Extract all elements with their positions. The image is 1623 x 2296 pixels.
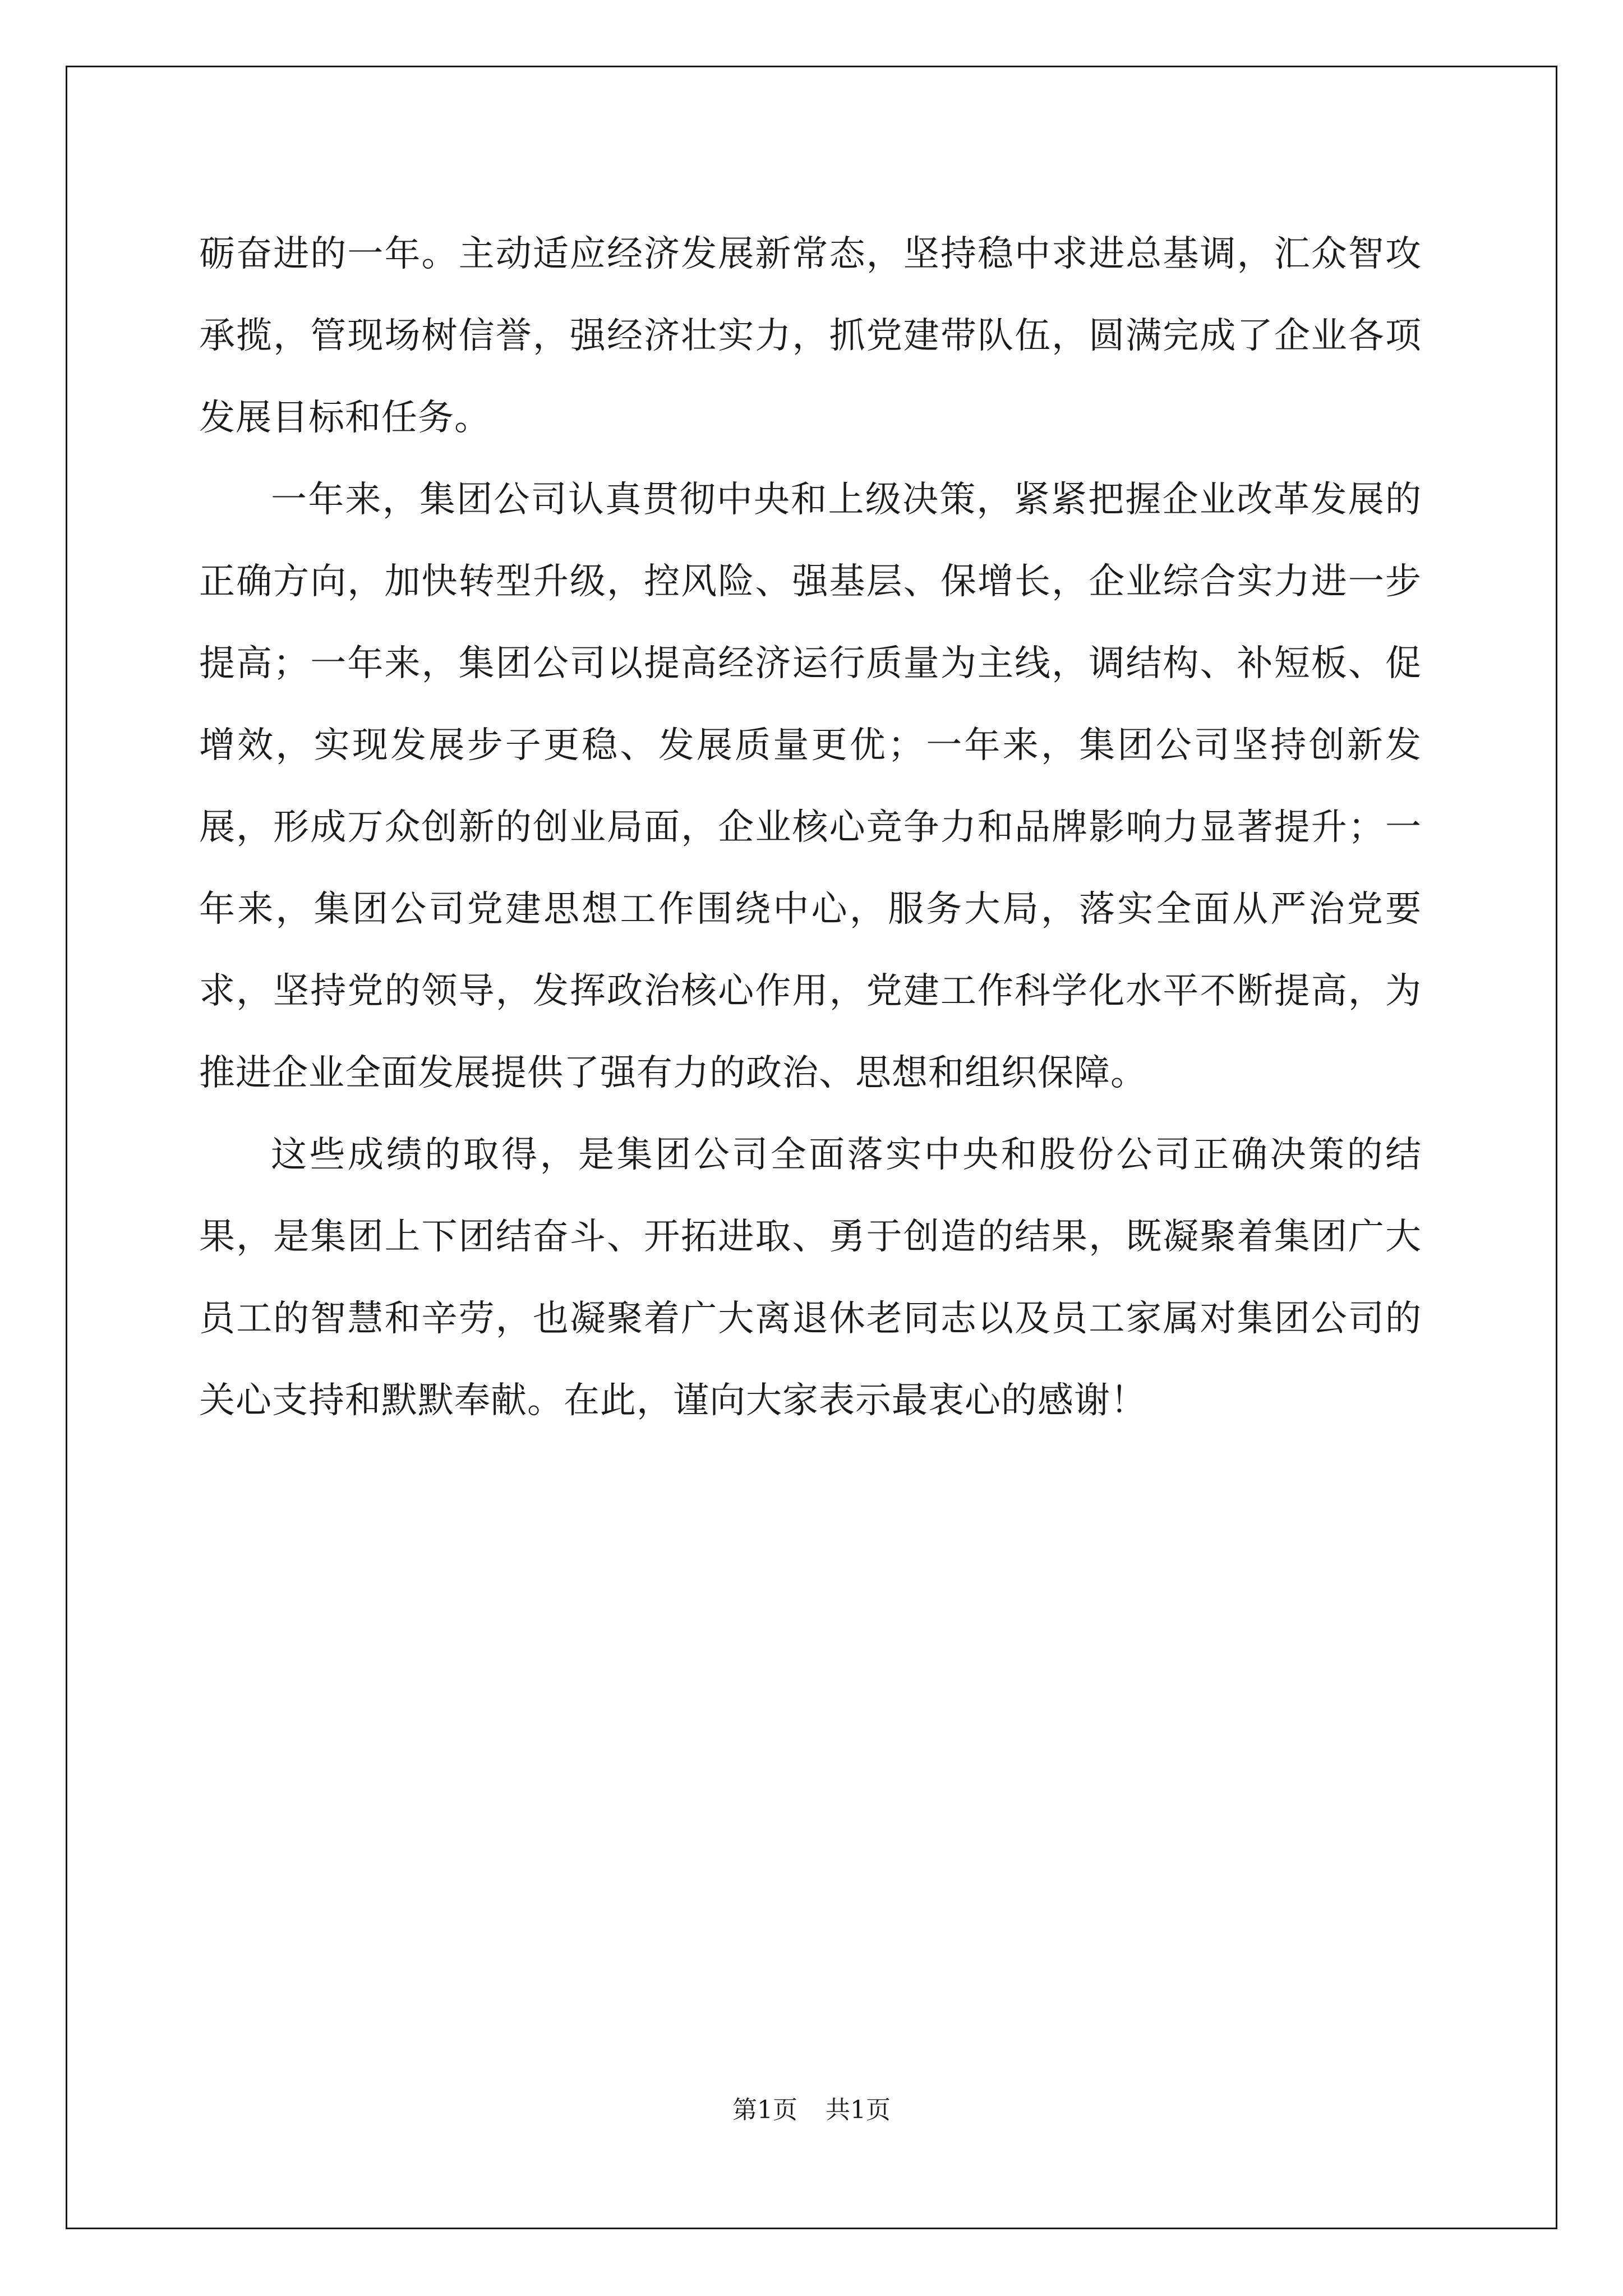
page-total: 共1页 [826, 2096, 891, 2124]
paragraph-2: 一年来，集团公司认真贯彻中央和上级决策，紧紧把握企业改革发展的正确方向，加快转型升级，控风险、强基层、保增长，企业综合实力进一步提高；一年来，集团公司以提高经济运行质量为主线，调结构、补短板、促增效，实现发展步子更稳、发展质量更优；一年来，集团公司坚持创新发展，形成万众创新的创业局面，企业核心竞争力和品牌影响力显著提升；一年来，集团公司党建思想工作围绕中心，服务大局，落实全面从严治党要求，坚持党的领导，发挥政治核心作用，党建工作科学化水平不断提高，为推进企业全面发展提供了强有力的政治、思想和组织保障。 [199, 479, 1422, 1094]
page-number: 第1页 [732, 2096, 797, 2124]
paragraph-1: 砺奋进的一年。主动适应经济发展新常态，坚持稳中求进总基调，汇众智攻承揽，管现场树信誉，强经济壮实力，抓党建带队伍，圆满完成了企业各项发展目标和任务。 [199, 233, 1422, 439]
paragraph-3: 这些成绩的取得，是集团公司全面落实中央和股份公司正确决策的结果，是集团上下团结奋斗、开拓进取、勇于创造的结果，既凝聚着集团广大员工的智慧和辛劳，也凝聚着广大离退休老同志以及员工家属对集团公司的关心支持和默默奉献。在此，谨向大家表示最衷心的感谢！ [199, 1134, 1422, 1421]
document-body [199, 213, 1422, 1442]
page-footer [0, 2090, 1623, 2125]
